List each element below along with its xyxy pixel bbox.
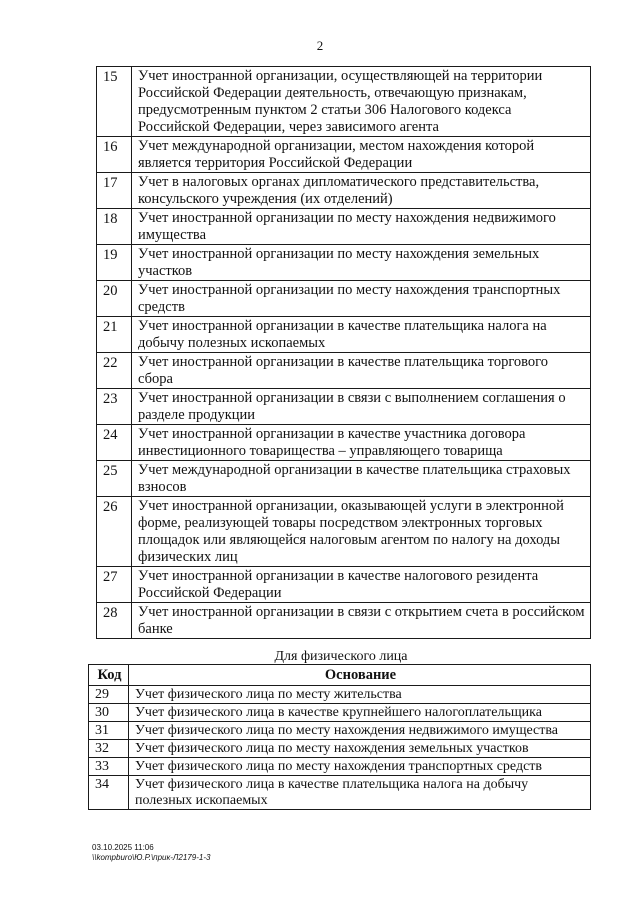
row-code: 16 [97,137,132,173]
section-title-individual: Для физического лица [274,649,408,664]
footer-file-path: \\kompburo\Ю.Р.\прик-Л2179-1-3 [92,853,211,862]
row-code: 27 [97,567,132,603]
row-code: 30 [89,704,129,722]
row-code: 34 [89,776,129,810]
row-text: Учет иностранной организации в качестве участника договора инвестиционного товарищества – управляющего товарища [132,425,591,461]
row-text: Учет физического лица в качестве плательщика налога на добычу полезных ископаемых [129,776,591,810]
row-text: Учет иностранной организации, осуществляющей на территории Российской Федерации деятельность, отвечающую признакам, предусмотренным пунктом 2 статьи 306 Налогового кодекса Российской Федерации, через зависимого агента [132,67,591,137]
row-text: Учет иностранной организации в связи с выполнением соглашения о разделе продукции [132,389,591,425]
row-text: Учет иностранной организации в качестве налогового резидента Российской Федерации [132,567,591,603]
table-row [97,425,591,461]
row-code: 33 [89,758,129,776]
header-code: Код [89,665,129,686]
individual-basis-table-body [89,686,591,810]
row-code: 25 [97,461,132,497]
row-text: Учет физического лица по месту нахождения земельных участков [129,740,591,758]
row-code: 32 [89,740,129,758]
row-text: Учет иностранной организации, оказывающей услуги в электронной форме, реализующей товары посредством электронных торговых площадок или являющейся налоговым агентом по налогу на доходы физических лиц [132,497,591,567]
row-code: 21 [97,317,132,353]
row-text: Учет физического лица по месту жительства [129,686,591,704]
table-row [97,603,591,639]
table-row [97,281,591,317]
row-text: Учет иностранной организации в качестве плательщика налога на добычу полезных ископаемых [132,317,591,353]
table-row [97,461,591,497]
table-row [89,704,591,722]
row-code: 28 [97,603,132,639]
row-code: 17 [97,173,132,209]
table-row [97,497,591,567]
row-text: Учет международной организации в качестве плательщика страховых взносов [132,461,591,497]
table-row [89,686,591,704]
row-text: Учет физического лица по месту нахождения недвижимого имущества [129,722,591,740]
table-row [97,137,591,173]
table-row [97,317,591,353]
table-row [97,353,591,389]
row-code: 22 [97,353,132,389]
table-header-row [89,665,591,686]
row-text: Учет иностранной организации по месту нахождения земельных участков [132,245,591,281]
row-code: 29 [89,686,129,704]
row-code: 24 [97,425,132,461]
table-row [97,209,591,245]
page-number: 2 [316,38,324,53]
organization-basis-table [96,66,591,639]
row-text: Учет международной организации, местом нахождения которой является территория Российской Федерации [132,137,591,173]
row-code: 26 [97,497,132,567]
table-row [97,567,591,603]
document-footer [92,843,210,863]
header-basis: Основание [129,665,591,686]
row-code: 20 [97,281,132,317]
organization-basis-table-body [97,67,591,639]
table-row [97,67,591,137]
row-text: Учет в налоговых органах дипломатического представительства, консульского учреждения (их отделений) [132,173,591,209]
row-text: Учет физического лица по месту нахождения транспортных средств [129,758,591,776]
table-row [89,722,591,740]
row-code: 23 [97,389,132,425]
table-row [97,173,591,209]
table-row [89,740,591,758]
row-text: Учет иностранной организации в связи с открытием счета в российском банке [132,603,591,639]
row-text: Учет физического лица в качестве крупнейшего налогоплательщика [129,704,591,722]
row-text: Учет иностранной организации в качестве плательщика торгового сбора [132,353,591,389]
table-row [97,389,591,425]
table-row [89,758,591,776]
row-text: Учет иностранной организации по месту нахождения недвижимого имущества [132,209,591,245]
row-code: 31 [89,722,129,740]
row-code: 19 [97,245,132,281]
table-row [89,776,591,810]
footer-date: 03.10.2025 11:06 [92,843,154,852]
individual-basis-table [88,664,591,810]
table-row [97,245,591,281]
row-code: 18 [97,209,132,245]
row-code: 15 [97,67,132,137]
row-text: Учет иностранной организации по месту нахождения транспортных средств [132,281,591,317]
